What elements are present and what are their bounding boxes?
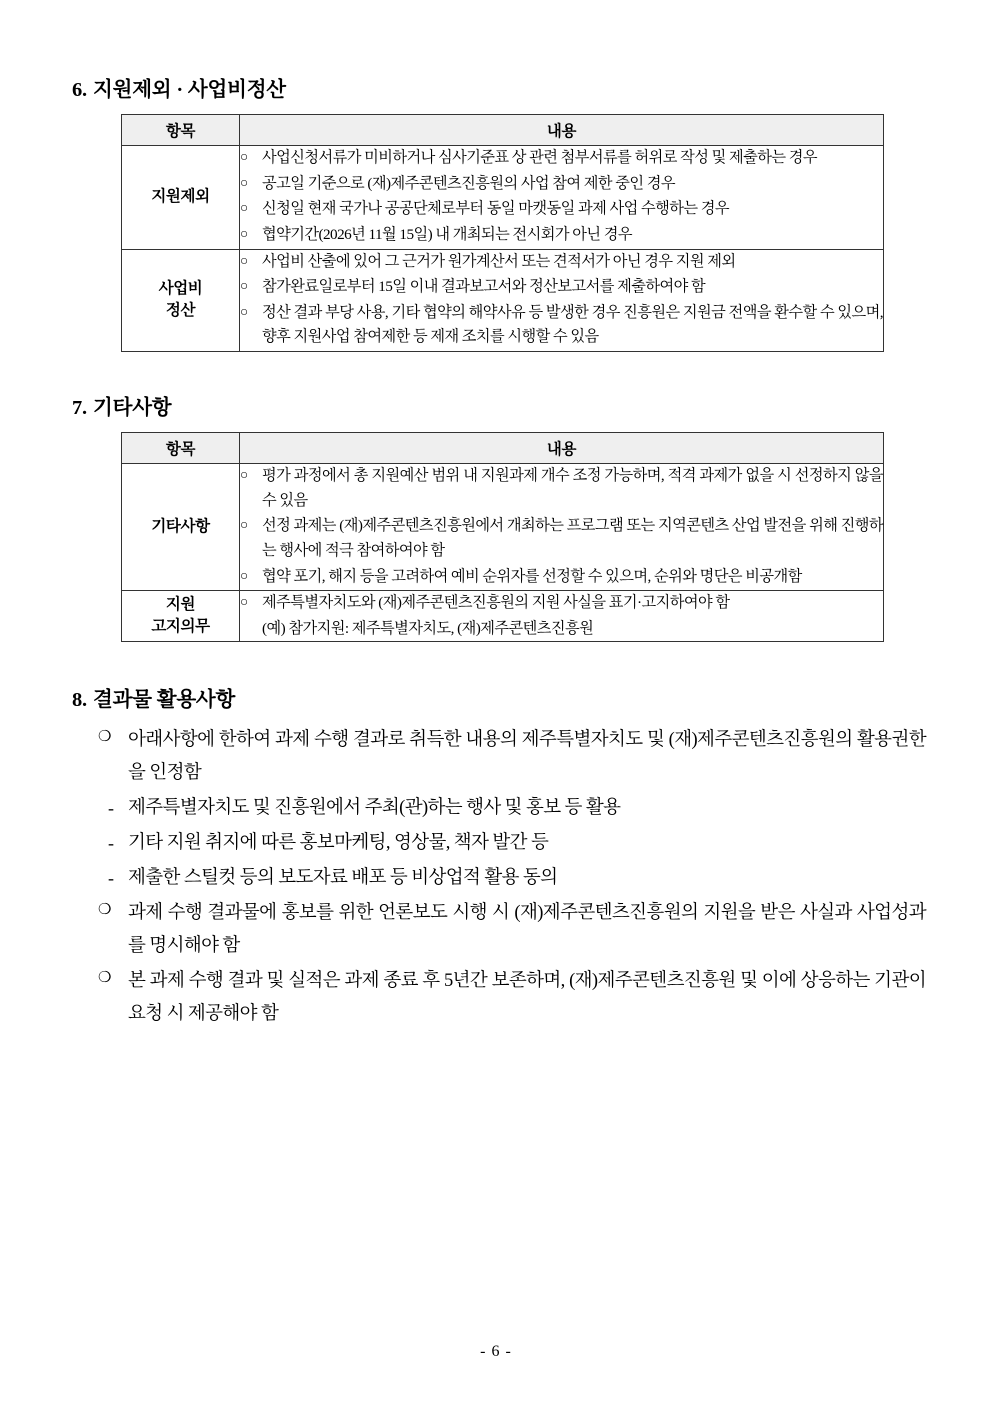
table-row (122, 464, 884, 591)
outline-item-text: ❍ 과제 수행 결과물에 홍보를 위한 언론보도 시행 시 (재)제주콘텐츠진흥원의 지원을 받은 사실과 사업성과를 명시해야 함 (128, 902, 926, 956)
section-7-heading (72, 390, 926, 420)
row-label-line2: 고지의무 (151, 618, 210, 636)
list-item-text: 협약 포기, 해지 등을 고려하여 예비 순위자를 선정할 수 있으며, 순위와 명단은 비공개함 (262, 567, 802, 585)
outline-item (90, 965, 926, 1031)
row-label-line1: 사업비 (158, 279, 203, 297)
list-item-text: 사업신청서류가 미비하거나 심사기준표 상 관련 첨부서류를 허위로 작성 및 제출하는 경우 (262, 149, 817, 166)
row-label-notice-duty (122, 591, 240, 642)
list-item-text: 평가 과정에서 총 지원예산 범위 내 지원과제 개수 조정 가능하며, 적격 과제가 없을 시 선정하지 않을 수 있음 (262, 467, 883, 509)
column-header-item: 항목 (122, 433, 240, 464)
list-item-text: 제주특별자치도와 (재)제주콘텐츠진흥원의 지원 사실을 표기·고지하여야 함 (262, 594, 730, 612)
section-6-heading (72, 72, 926, 102)
outline-item-text: - 제주특별자치도 및 진흥원에서 주최(관)하는 행사 및 홍보 등 활용 (128, 798, 621, 819)
section-7 (66, 390, 926, 642)
list-item-example: (예) 참가지원: 제주특별자치도, (재)제주콘텐츠진흥원 (262, 619, 594, 637)
list-item (240, 250, 883, 275)
outline-item-text: - 기타 지원 취지에 따른 홍보마케팅, 영상물, 책자 발간 등 (128, 833, 549, 854)
table-row (122, 146, 884, 250)
column-header-content: 내용 (240, 115, 884, 146)
outline-item (90, 862, 926, 895)
list-item-text: 선정 과제는 (재)제주콘텐츠진흥원에서 개최하는 프로그램 또는 지역콘텐츠 산업 발전을 위해 진행하는 행사에 적극 참여하여야 함 (262, 517, 883, 559)
page-number: - 6 - (480, 1343, 512, 1360)
row-label-other: 기타사항 (122, 464, 240, 591)
outline-item (90, 792, 926, 825)
outline-item-text: ❍ 본 과제 수행 결과 및 실적은 과제 종료 후 5년간 보존하며, (재)제주콘텐츠진흥원 및 이에 상응하는 기관이 요청 시 제공해야 함 (128, 970, 926, 1024)
list-item-text: 신청일 현재 국가나 공공단체로부터 동일 마캣동일 과제 사업 수행하는 경우 (262, 200, 729, 218)
row-content-other (240, 464, 884, 591)
row-content-exclusion (240, 146, 884, 250)
outline-item-text: - 제출한 스틸컷 등의 보도자료 배포 등 비상업적 활용 동의 (128, 868, 558, 889)
section-8-number: 8. (72, 689, 87, 712)
section-8 (66, 682, 926, 1030)
row-content-notice-duty (240, 591, 884, 642)
outline-item (90, 724, 926, 790)
section-8-heading (72, 682, 926, 712)
list-item-text: 사업비 산출에 있어 그 근거가 원가계산서 또는 견적서가 아닌 경우 지원 제외 (262, 252, 736, 270)
list-item (240, 275, 883, 300)
table-row (122, 591, 884, 642)
list-item (240, 464, 883, 513)
list-item (240, 565, 883, 590)
list-item (240, 146, 883, 171)
list-item (240, 197, 883, 222)
list-item-text: 협약기간(2026년 11월 15일) 내 개최되는 전시회가 아닌 경우 (262, 225, 632, 243)
section-6-number: 6. (72, 79, 87, 101)
list-item (240, 301, 883, 350)
list-item (240, 172, 883, 197)
row-label-line2: 정산 (165, 302, 196, 320)
column-header-item: 항목 (122, 115, 240, 146)
row-label-line1: 지원 (165, 595, 196, 613)
row-label-settlement (122, 249, 240, 352)
list-item (240, 591, 883, 616)
section-6 (66, 72, 926, 352)
section-8-outline (90, 724, 926, 1030)
list-item (240, 223, 883, 248)
outline-item (90, 827, 926, 860)
list-item (240, 514, 883, 563)
row-content-settlement (240, 249, 884, 352)
list-item-text: 공고일 기준으로 (재)제주콘텐츠진흥원의 사업 참여 제한 중인 경우 (262, 174, 676, 192)
section-6-title: 지원제외 · 사업비정산 (92, 79, 286, 101)
table-header-row (122, 433, 884, 464)
column-header-content: 내용 (240, 433, 884, 464)
section-6-table (121, 114, 884, 352)
row-label-exclusion: 지원제외 (122, 146, 240, 250)
section-7-number: 7. (72, 397, 87, 419)
table-row (122, 249, 884, 352)
list-item-text: 정산 결과 부당 사용, 기타 협약의 해약사유 등 발생한 경우 진흥원은 지원금 전액을 환수할 수 있으며, 향후 지원사업 참여제한 등 제재 조치를 시행할 수 있음 (262, 303, 883, 346)
section-8-title: 결과물 활용사항 (92, 689, 236, 712)
section-7-title: 기타사항 (92, 397, 172, 419)
outline-item (90, 897, 926, 963)
outline-item-text: ❍ 아래사항에 한하여 과제 수행 결과로 취득한 내용의 제주특별자치도 및 (재)제주콘텐츠진흥원의 활용권한을 인정함 (128, 730, 926, 784)
section-7-table (121, 432, 884, 642)
table-header-row (122, 115, 884, 146)
list-item-text: 참가완료일로부터 15일 이내 결과보고서와 정산보고서를 제출하여야 함 (262, 278, 706, 296)
